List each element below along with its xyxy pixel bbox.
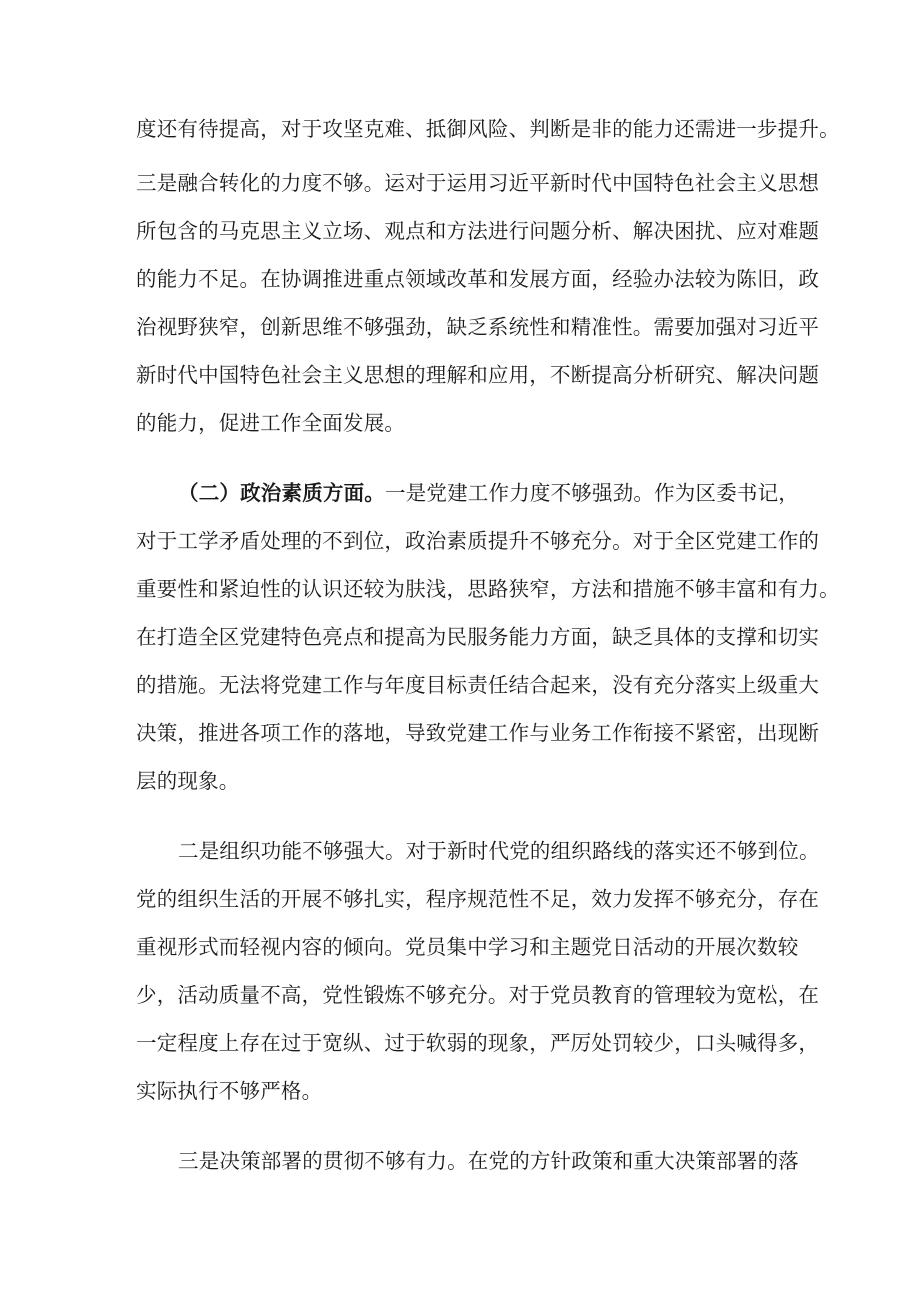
- text-line: 重要性和紧迫性的认识还较为肤浅，思路狭窄，方法和措施不够丰富和有力。: [136, 577, 840, 601]
- text-line: 治视野狭窄，创新思维不够强劲，缺乏系统性和精准性。需要加强对习近平: [136, 315, 820, 339]
- text-line: 决策，推进各项工作的落地，导致党建工作与业务工作衔接不紧密，出现断: [136, 721, 820, 745]
- text-line: [178, 476, 799, 510]
- text-line: 实际执行不够严格。: [136, 1079, 323, 1103]
- section-heading: （二）政治素质方面。: [178, 481, 385, 505]
- text-line: 党的组织生活的开展不够扎实，程序规范性不足，效力发挥不够充分，存在: [136, 887, 820, 911]
- text-line: 三是融合转化的力度不够。运对于运用习近平新时代中国特色社会主义思想: [136, 171, 820, 195]
- text-line: 所包含的马克思主义立场、观点和方法进行问题分析、解决困扰、应对难题: [136, 219, 820, 243]
- heading-continuation: 一是党建工作力度不够强劲。作为区委书记，: [385, 481, 799, 505]
- text-line: 在打造全区党建特色亮点和提高为民服务能力方面，缺乏具体的支撑和切实: [136, 625, 820, 649]
- text-line: 层的现象。: [136, 769, 240, 793]
- text-line: 的能力不足。在协调推进重点领域改革和发展方面，经验办法较为陈旧，政: [136, 267, 820, 291]
- text-line: 一定程度上存在过于宽纵、过于软弱的现象，严厉处罚较少，口头喊得多，: [136, 1031, 820, 1055]
- text-line: 新时代中国特色社会主义思想的理解和应用，不断提高分析研究、解决问题: [136, 363, 820, 387]
- text-line: 重视形式而轻视内容的倾向。党员集中学习和主题党日活动的开展次数较: [136, 935, 799, 959]
- text-line: 三是决策部署的贯彻不够有力。在党的方针政策和重大决策部署的落: [178, 1149, 799, 1173]
- text-line: 度还有待提高，对于攻坚克难、抵御风险、判断是非的能力还需进一步提升。: [136, 117, 840, 141]
- text-line: 二是组织功能不够强大。对于新时代党的组织路线的落实还不够到位。: [178, 839, 820, 863]
- text-line: 的措施。无法将党建工作与年度目标责任结合起来，没有充分落实上级重大: [136, 673, 820, 697]
- text-line: 少，活动质量不高，党性锻炼不够充分。对于党员教育的管理较为宽松，在: [136, 983, 820, 1007]
- text-line: 的能力，促进工作全面发展。: [136, 411, 406, 435]
- text-line: 对于工学矛盾处理的不到位，政治素质提升不够充分。对于全区党建工作的: [136, 529, 820, 553]
